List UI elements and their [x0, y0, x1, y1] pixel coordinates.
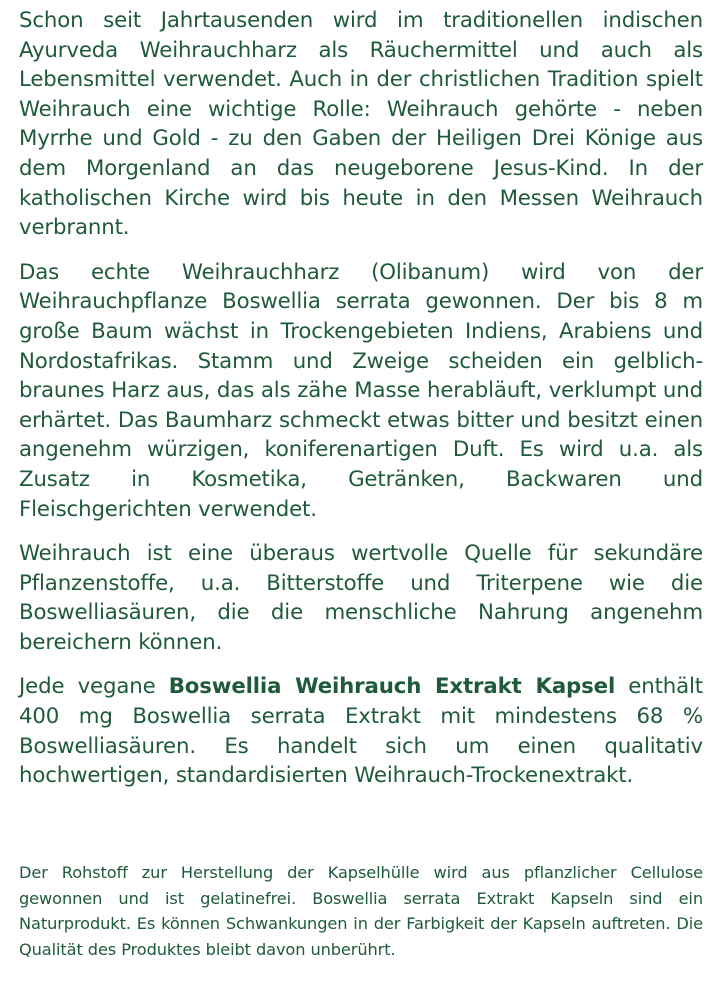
- paragraph-phytochemicals: Weihrauch ist eine überaus wertvolle Quelle für sekundäre Pflanzenstoffe, u.a. Bitterstoffe und Triterpene wie die Boswelliasäuren, die die menschliche Nahrung angenehm bereichern können.: [19, 541, 703, 655]
- capsule-details-text: enthält 400 mg Boswellia serrata Extrakt mit mindestens 68 % Boswelliasäuren. Es handelt sich um einen qualitativ hochwertigen, standardisierten Weihrauch-Trockenextrakt.: [19, 674, 703, 789]
- paragraph-olibanum: Das echte Weihrauchharz (Olibanum) wird von der Weihrauchpflanze Boswellia serrata gewonnen. Der bis 8 m große Baum wächst in Trockengebieten Indiens, Arabiens und Nordostafrikas. Stamm und Zweige scheiden ein gelblich-braunes Harz aus, das als zähe Masse herabläuft, verklumpt und erhärtet. Das Baumharz schmeckt etwas bitter und besitzt einen angenehm würzigen, koniferenartigen Duft. Es wird u.a. als Zusatz in Kosmetika, Getränken, Backwaren und Fleischgerichten verwendet.: [19, 259, 703, 522]
- paragraph-history: Schon seit Jahrtausenden wird im traditionellen indischen Ayurveda Weihrauchharz als Räuchermittel und auch als Lebensmittel verwendet. Auch in der christlichen Tradition spielt Weihrauch eine wichtige Rolle: Weihrauch gehörte - neben Myrrhe und Gold - zu den Gaben der Heiligen Drei Könige aus dem Morgenland an das neugeborene Jesus-Kind. In der katholischen Kirche wird bis heute in den Messen Weihrauch verbrannt.: [19, 8, 703, 241]
- capsule-intro-text: Jede vegane: [19, 674, 169, 700]
- footnote: Der Rohstoff zur Herstellung der Kapselhülle wird aus pflanzlicher Cellulose gewonnen und ist gelatinefrei. Boswellia serrata Extrakt Kapseln sind ein Naturprodukt. Es können Schwankungen in der Farbigkeit der Kapseln auftreten. Die Qualität des Produktes bleibt davon unberührt.: [19, 863, 703, 959]
- product-name: Boswellia Weihrauch Extrakt Kapsel: [168, 674, 616, 700]
- paragraph-capsule-content: [19, 672, 703, 790]
- product-description: [19, 6, 703, 791]
